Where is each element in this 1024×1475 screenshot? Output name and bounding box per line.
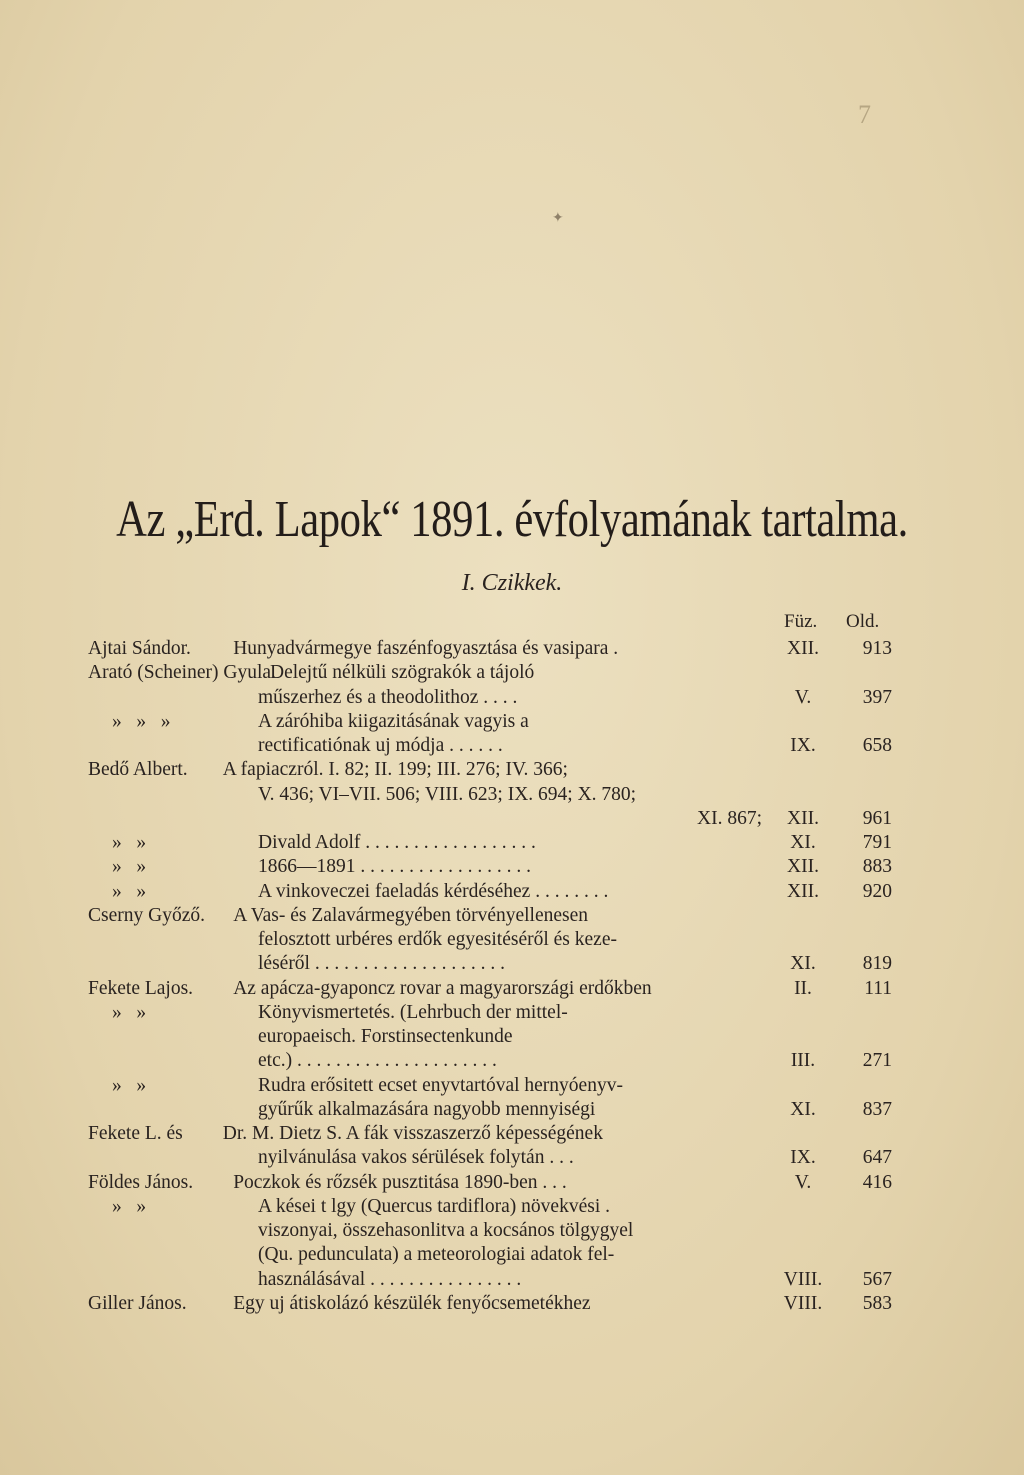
toc-page: 271 <box>862 1050 892 1072</box>
toc-title: rectificatiónak uj módja . . . . . . <box>258 735 503 756</box>
toc-row <box>0 757 1024 783</box>
toc-title: Delejtű nélküli szögrakók a tájoló <box>270 662 535 684</box>
toc-title: V. 436; VI–VII. 506; VIII. 623; IX. 694; X. 780; <box>258 783 637 805</box>
toc-title: europaeisch. Forstinsectenkunde <box>258 1026 513 1047</box>
toc-page: 819 <box>862 953 892 975</box>
toc-page: 791 <box>862 832 892 853</box>
toc-row <box>0 685 1024 711</box>
toc-author: Fekete L. és <box>88 1123 183 1144</box>
decorative-star-icon: ✦ <box>552 211 564 226</box>
toc-row <box>0 1145 1024 1171</box>
toc-issue: IX. <box>790 735 816 756</box>
toc-title: 1866—1891 . . . . . . . . . . . . . . . . . . <box>258 856 531 878</box>
toc-title: XI. 867; <box>697 807 762 829</box>
toc-issue: V. <box>794 686 812 708</box>
toc-issue: III. <box>790 1050 816 1072</box>
toc-author: » » <box>112 1074 147 1096</box>
toc-title: felosztott urbéres erdők egyesitéséről és keze- <box>258 929 617 950</box>
toc-page: 416 <box>862 1171 892 1193</box>
section-title: I. Czikkek. <box>461 570 563 596</box>
toc-page: 837 <box>862 1098 892 1120</box>
toc-author: » » <box>112 832 147 853</box>
toc-title: A Vas- és Zalavármegyében törvényellenesen <box>233 904 589 926</box>
toc-author: » » <box>112 880 147 902</box>
toc-row <box>0 782 1024 808</box>
toc-row <box>0 1000 1024 1026</box>
toc-author: Fekete Lajos. <box>88 977 194 999</box>
toc-page: 647 <box>862 1147 892 1169</box>
toc-page: 111 <box>864 977 892 999</box>
toc-title: Rudra erősitett ecset enyvtartóval hernyóenyv- <box>258 1074 623 1096</box>
toc-title: Az apácza-gyaponcz rovar a magyarországi erdőkben <box>233 977 652 999</box>
toc-row <box>0 830 1024 856</box>
toc-issue: VIII. <box>783 1292 823 1314</box>
toc-title: Poczkok és rőzsék pusztitása 1890-ben . . . <box>233 1171 567 1193</box>
toc-author: » » <box>112 1001 147 1023</box>
toc-author: » » <box>112 856 147 878</box>
toc-issue: XII. <box>787 807 819 829</box>
toc-row <box>0 1024 1024 1050</box>
toc-title: Dr. M. Dietz S. A fák visszaszerző képességének <box>222 1123 603 1144</box>
column-header-issue: Füz. <box>784 611 818 632</box>
toc-title: (Qu. pedunculata) a meteorologiai adatok fel- <box>258 1244 615 1266</box>
page-title: Az „Erd. Lapok“ 1891. évfolyamának tartalma. <box>116 491 908 548</box>
toc-row <box>0 1048 1024 1074</box>
toc-row <box>0 1073 1024 1099</box>
toc-page: 913 <box>862 638 892 659</box>
toc-title: A kései t lgy (Quercus tardiflora) növekvési . <box>258 1195 610 1217</box>
toc-title: gyűrűk alkalmazására nagyobb mennyiségi <box>258 1098 596 1120</box>
toc-row <box>0 854 1024 880</box>
toc-title: használásával . . . . . . . . . . . . . . . . <box>258 1268 522 1290</box>
toc-row <box>0 660 1024 686</box>
toc-issue: II. <box>794 977 812 999</box>
toc-issue: VIII. <box>783 1268 823 1290</box>
toc-page: 920 <box>862 880 892 902</box>
toc-author: Giller János. <box>88 1292 187 1314</box>
toc-row <box>0 733 1024 759</box>
toc-issue: XI. <box>790 1098 816 1120</box>
toc-row <box>0 636 1024 662</box>
toc-title: A fapiaczról. I. 82; II. 199; III. 276; IV. 366; <box>222 759 568 781</box>
toc-title: Egy uj átiskolázó készülék fenyőcsemetékhez <box>233 1292 591 1314</box>
toc-title: Divald Adolf . . . . . . . . . . . . . . . . . . <box>258 832 536 853</box>
toc-row <box>0 1121 1024 1147</box>
toc-row <box>0 951 1024 977</box>
toc-author: Cserny Győző. <box>88 904 205 926</box>
toc-title: etc.) . . . . . . . . . . . . . . . . . . . . . <box>258 1050 497 1072</box>
toc-row <box>0 806 1024 832</box>
toc-title: Könyvismertetés. (Lehrbuch der mittel- <box>258 1001 568 1023</box>
toc-issue: XI. <box>790 953 816 975</box>
toc-issue: IX. <box>790 1147 816 1169</box>
toc-row <box>0 1291 1024 1317</box>
toc-title: A vinkoveczei faeladás kérdéséhez . . . . . . . . <box>258 880 609 902</box>
toc-title: viszonyai, összehasonlitva a kocsános tölgygyel <box>258 1220 634 1241</box>
toc-author: Földes János. <box>88 1171 194 1193</box>
toc-row <box>0 879 1024 905</box>
toc-page: 961 <box>862 807 892 829</box>
toc-author: Bedő Albert. <box>88 759 188 781</box>
toc-title: nyilvánulása vakos sérülések folytán . . . <box>258 1147 574 1169</box>
toc-page: 567 <box>862 1268 892 1290</box>
toc-title: műszerhez és a theodolithoz . . . . <box>258 686 518 708</box>
toc-page: 883 <box>862 856 892 878</box>
toc-author: Arató (Scheiner) Gyula. <box>88 662 276 684</box>
toc-row <box>0 1097 1024 1123</box>
toc-issue: V. <box>794 1171 812 1193</box>
toc-author: » » » <box>112 710 171 732</box>
toc-row <box>0 903 1024 929</box>
toc-row <box>0 927 1024 953</box>
toc-row <box>0 1218 1024 1244</box>
toc-issue: XII. <box>787 638 819 659</box>
toc-row <box>0 1170 1024 1196</box>
column-header-page: Old. <box>846 611 880 632</box>
page-corner-mark: 7 <box>858 100 873 129</box>
toc-row <box>0 1194 1024 1220</box>
toc-issue: XI. <box>790 832 816 853</box>
toc-author: Ajtai Sándor. <box>88 638 191 659</box>
toc-row <box>0 976 1024 1002</box>
toc-page: 658 <box>862 735 892 756</box>
toc-title: léséről . . . . . . . . . . . . . . . . . . . . <box>258 953 505 975</box>
toc-page: 583 <box>862 1292 892 1314</box>
toc-row <box>0 1267 1024 1293</box>
toc-row <box>0 709 1024 735</box>
toc-issue: XII. <box>787 880 819 902</box>
toc-page: 397 <box>862 686 892 708</box>
toc-author: » » <box>112 1195 147 1217</box>
toc-row <box>0 1242 1024 1268</box>
toc-issue: XII. <box>787 856 819 878</box>
toc-title: Hunyadvármegye faszénfogyasztása és vasipara . <box>233 638 619 659</box>
toc-title: A záróhiba kiigazitásának vagyis a <box>258 710 529 732</box>
